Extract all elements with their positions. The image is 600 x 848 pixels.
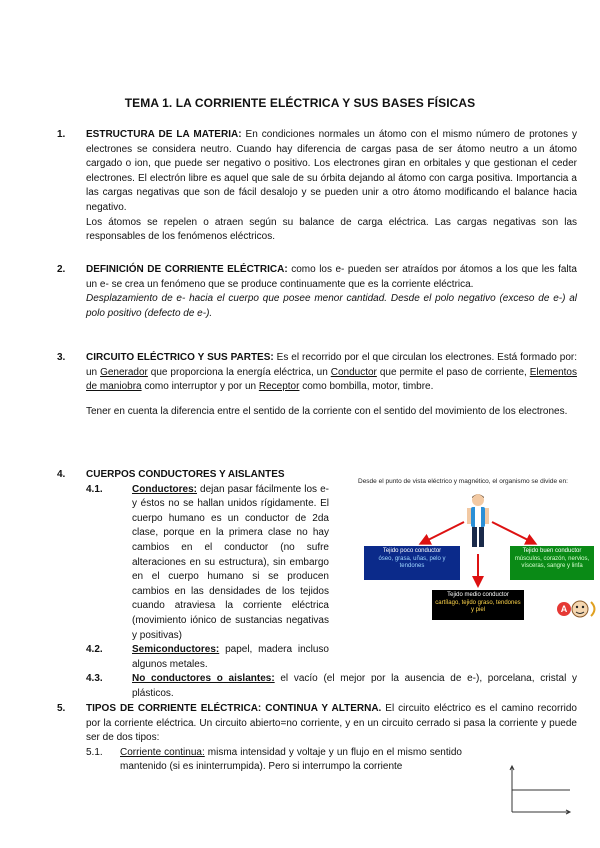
section-text: como interruptor y por un [141,381,259,393]
box-subtitle: óseo, grasa, uñas, pelo y tendones [378,555,446,569]
subitem-heading: No conductores o aislantes: [132,673,275,685]
section-text-2: Los átomos se repelen o atraen según su balance de carga eléctrica. Las cargas negativas son las responsables de los fenómenos eléctricos. [86,216,577,243]
page-title: TEMA 1. LA CORRIENTE ELÉCTRICA Y SUS BASES FÍSICAS [124,96,476,110]
subitem-heading: Semiconductores: [132,644,220,656]
section-text: como los e- pueden ser atraídos por átomos a los que les falta un e- se crea un fenómeno que se produce continuamente que es la corriente eléctrica. [86,264,577,290]
term-elementos-maniobra: Elementos de maniobra [86,366,577,393]
box-subtitle: músculos, corazón, nervios, vísceras, sangre y linfa [514,555,590,569]
section-number: 5. [57,703,66,714]
section-text: En condiciones normales un átomo con el mismo número de protones y electrones se considera neutro. Cuando hay diferencia de cargas pasa de ser átomo neutro a un átomo cargado o ion, que puede ser negativo o positivo. Los electrones giran en orbitales y que gestionan el ceder electrones. El electrón libre es aquel que sale de su órbita dejando al átomo con carga positiva. Importancia a las cargas negativas que son de fácil desalojo y se pueden unir a otro átomo modificando el balance hacia negativo. [86,129,577,213]
subitem-number: 4.1. [86,483,103,495]
section-text: como bombilla, motor, timbre. [299,381,434,393]
section-text: que permite el paso de corriente, [376,366,530,378]
section-number: 4. [57,469,66,480]
section-5 [57,702,577,775]
subitem-number: 5.1. [86,746,103,758]
good-conductor-box [510,546,594,580]
box-title: Tejido buen conductor [522,548,582,554]
section-heading: ESTRUCTURA DE LA MATERIA: [86,129,242,140]
subitem-number: 4.2. [86,644,103,656]
medium-conductor-box [432,590,524,620]
subitem-4-2 [86,643,329,672]
subitem-4-1 [86,483,329,644]
section-1 [57,128,577,245]
section-heading: TIPOS DE CORRIENTE ELÉCTRICA: CONTINUA Y ALTERNA. [86,703,382,714]
subitem-5-1 [86,746,462,775]
subitem-text: el vacío (el mejor por la ausencia de e-), porcelana, cristal y plásticos. [132,673,578,699]
poor-conductor-box [364,546,460,580]
subitem-4-3 [86,672,577,701]
section-number: 2. [57,264,66,275]
section-number: 1. [57,129,66,140]
subitem-text: dejan pasar fácilmente los e- y éstos no se hallan unidos rígidamente. El cuerpo humano es un conductor de 2da clase, porque en la primera clase no hay cambios en el conductor (no sufre alteraciones en su estructura), sin embargo en el cuerpo humano si se producen cambios en las densidades de los tejidos cuando atraviesa la corriente eléctrica (movimiento iónico de sustancias negativas y positivas) [132,483,329,641]
section-heading: CUERPOS CONDUCTORES Y AISLANTES [86,469,285,480]
section-text: El circuito eléctrico es el camino recorrido por la corriente eléctrica. Un circuito abierto=no corriente, y en un circuito cerrado si pasa la corriente y puede ser de dos tipos: [86,703,577,744]
term-conductor: Conductor [330,366,377,378]
term-generador: Generador [100,366,148,378]
section-text: que proporciona la energía eléctrica, un [147,366,331,378]
section-number: 3. [57,352,66,363]
section-note: Tener en cuenta la diferencia entre el sentido de la corriente con el sentido del movimiento de los electrones. [86,405,568,417]
section-heading: DEFINICIÓN DE CORRIENTE ELÉCTRICA: [86,264,288,275]
section-text: Es el recorrido por el que circulan los electrones. Está formado por: un [86,352,577,378]
box-title: Tejido poco conductor [382,548,442,554]
section-2 [57,263,577,321]
subitem-text: misma intensidad y voltaje y un flujo en el mismo sentido mantenido (si es ininterrumpida). Pero si interrumpo la corriente [120,746,462,773]
svg-text:A: A [560,604,568,614]
subitem-number: 4.3. [86,673,103,685]
box-subtitle: cartílago, tejido graso, tendones y piel [435,599,521,613]
figure-caption: Desde el punto de vista eléctrico y magnético, el organismo se divide en: [358,478,568,485]
subitem-heading: Corriente continua: [120,746,205,758]
direct-current-graph-sketch [508,764,574,820]
box-title: Tejido medio conductor [447,592,509,598]
term-receptor: Receptor [258,381,300,393]
section-italic-note: Desplazamiento de e- hacia el cuerpo que posee menor cantidad. Desde el polo negativo (exceso de e-) al polo positivo (defecto de e-). [86,293,577,319]
subitem-heading: Conductores: [132,483,197,495]
mascot-sticker-icon [556,598,600,620]
section-3 [57,351,577,419]
section-heading: CIRCUITO ELÉCTRICO Y SUS PARTES: [86,352,274,363]
subitem-text: papel, madera incluso algunos metales. [132,644,329,670]
